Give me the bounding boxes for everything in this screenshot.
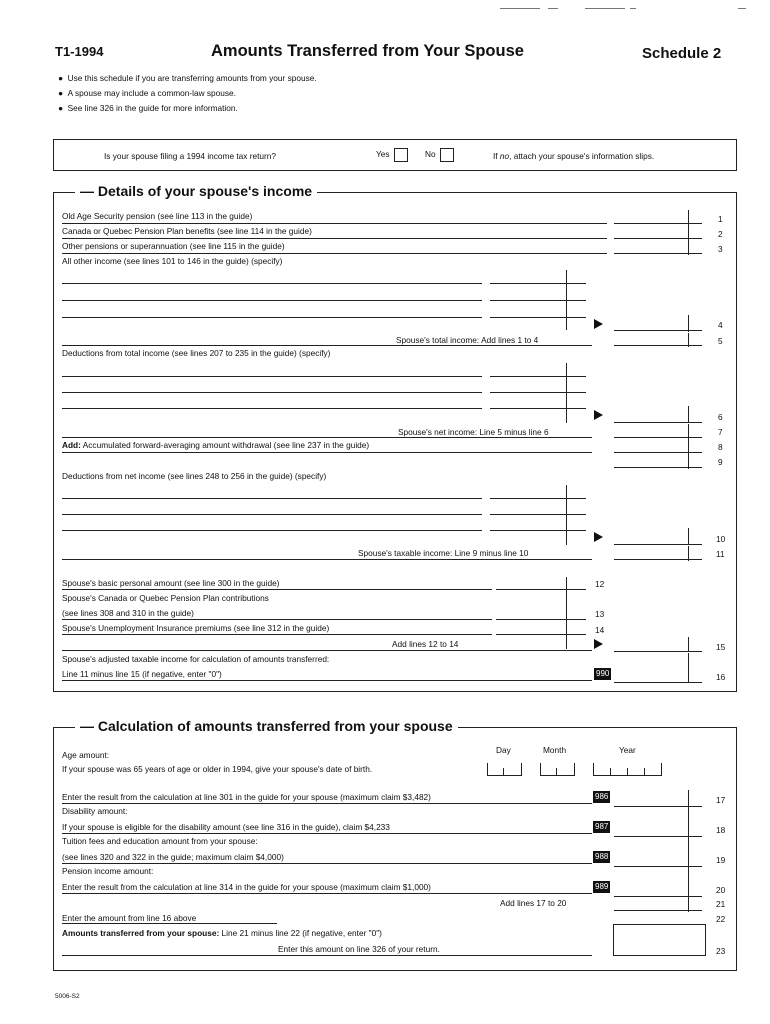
year-label: Year [619, 745, 636, 755]
bullet-2: ● A spouse may include a common-law spouse. [58, 88, 236, 98]
line-no-16: 16 [716, 672, 726, 682]
code-989: 989 [595, 882, 609, 891]
day-label: Day [496, 745, 511, 755]
deductions-total-label: Deductions from total income (see lines 207 to 235 in the guide) (specify) [62, 348, 331, 358]
calculation-section-title: — Calculation of amounts transferred from your spouse [75, 718, 458, 734]
attach-slips-note: If no, attach your spouse's information slips. [493, 151, 655, 161]
line-18-label: If your spouse is eligible for the disability amount (see line 316 in the guide), claim $4,233 [62, 822, 390, 832]
line-2-label: Canada or Quebec Pension Plan benefits (see line 114 in the guide) [62, 226, 312, 236]
adjusted-income-label-1: Spouse's adjusted taxable income for calculation of amounts transferred: [62, 654, 330, 664]
yes-option[interactable]: Yes [376, 148, 408, 162]
line-no-19: 19 [716, 855, 726, 865]
deductions-net-label: Deductions from net income (see lines 248 to 256 in the guide) (specify) [62, 471, 327, 481]
code-990: 990 [596, 669, 610, 678]
line-no-10: 10 [716, 534, 726, 544]
deductions-net-field-2[interactable] [62, 514, 482, 515]
age-text: If your spouse was 65 years of age or older in 1994, give your spouse's date of birth. [62, 764, 373, 774]
deductions-total-field-3[interactable] [62, 408, 482, 409]
line-13-field[interactable] [496, 619, 586, 620]
line-no-11: 11 [716, 549, 725, 559]
taxable-income-label: Spouse's taxable income: Line 9 minus line 10 [358, 548, 529, 558]
line-no-23: 23 [716, 946, 726, 956]
form-code: 5006-S2 [55, 993, 80, 1000]
other-income-field-3[interactable] [62, 317, 482, 318]
birth-day-field[interactable] [487, 763, 522, 776]
bullet-1: ● Use this schedule if you are transferring amounts from your spouse. [58, 73, 317, 83]
line-no-1: 1 [718, 214, 723, 224]
line-23-field[interactable] [613, 924, 706, 956]
forward-averaging-label: Add: Accumulated forward-averaging amount withdrawal (see line 237 in the guide) [62, 440, 370, 450]
line-no-6: 6 [718, 412, 723, 422]
spouse-filing-question: Is your spouse filing a 1994 income tax return? [104, 151, 277, 161]
line-1-label: Old Age Security pension (see line 113 in the guide) [62, 211, 253, 221]
total-income-label: Spouse's total income: Add lines 1 to 4 [396, 335, 539, 345]
other-income-field-2[interactable] [62, 300, 482, 301]
deductions-total-field-1[interactable] [62, 376, 482, 377]
line-no-9: 9 [718, 457, 723, 467]
yes-checkbox[interactable] [394, 148, 408, 162]
code-986: 986 [595, 792, 609, 801]
page-title: Amounts Transferred from Your Spouse [211, 42, 524, 60]
line-20-label: Enter the result from the calculation at line 314 in the guide for your spouse (maximum claim $1,000) [62, 882, 431, 892]
pension-head: Pension income amount: [62, 866, 154, 876]
line-no-17: 17 [716, 795, 726, 805]
deductions-total-field-2[interactable] [62, 392, 482, 393]
line-22-label: Enter the amount from line 16 above [62, 913, 197, 923]
line-no-7: 7 [718, 427, 723, 437]
other-income-field-1[interactable] [62, 283, 482, 284]
line-no-22: 22 [716, 914, 726, 924]
deductions-net-field-3[interactable] [62, 530, 482, 531]
add-lines-17-20-label: Add lines 17 to 20 [500, 898, 567, 908]
line-no-21: 21 [716, 899, 726, 909]
line-no-2: 2 [718, 229, 723, 239]
other-income-label: All other income (see lines 101 to 146 in the guide) (specify) [62, 256, 283, 266]
schedule-label: Schedule 2 [642, 45, 722, 62]
line-3-label: Other pensions or superannuation (see line 115 in the guide) [62, 241, 285, 251]
age-amount-label: Age amount: [62, 750, 110, 760]
basic-personal-label: Spouse's basic personal amount (see line 300 in the guide) [62, 578, 280, 588]
line-no-14: 14 [595, 625, 605, 635]
bullet-3: ● See line 326 in the guide for more information. [58, 103, 238, 113]
line-no-13: 13 [595, 609, 605, 619]
line-no-4: 4 [718, 320, 723, 330]
line-23-label: Amounts transferred from your spouse: Line 21 minus line 22 (if negative, enter "0") [62, 928, 382, 938]
arrow-4 [594, 319, 603, 329]
tuition-head: Tuition fees and education amount from your spouse: [62, 836, 258, 846]
line-17-label: Enter the result from the calculation at line 301 in the guide for your spouse (maximum claim $3,482) [62, 792, 431, 802]
line-no-12: 12 [595, 579, 605, 589]
add-lines-12-14-label: Add lines 12 to 14 [392, 639, 459, 649]
adjusted-income-label-2: Line 11 minus line 15 (if negative, enter "0") [62, 669, 222, 679]
line-no-3: 3 [718, 244, 723, 254]
line-no-15: 15 [716, 642, 726, 652]
line-no-18: 18 [716, 825, 726, 835]
form-id: T1-1994 [55, 44, 104, 59]
birth-month-field[interactable] [540, 763, 575, 776]
arrow-6 [594, 410, 603, 420]
details-section-title: — Details of your spouse's income [75, 183, 317, 199]
no-option[interactable]: No [425, 148, 454, 162]
deductions-net-field-1[interactable] [62, 498, 482, 499]
line-23-enter: Enter this amount on line 326 of your return. [278, 944, 440, 954]
line-12-field[interactable] [496, 589, 586, 590]
line-no-8: 8 [718, 442, 723, 452]
arrow-15 [594, 639, 603, 649]
cpp-contrib-label-2: (see lines 308 and 310 in the guide) [62, 608, 194, 618]
line-19-label: (see lines 320 and 322 in the guide; maximum claim $4,000) [62, 852, 284, 862]
line-no-5: 5 [718, 336, 723, 346]
line-no-20: 20 [716, 885, 726, 895]
month-label: Month [543, 745, 567, 755]
no-checkbox[interactable] [440, 148, 454, 162]
code-988: 988 [595, 852, 609, 861]
net-income-label: Spouse's net income: Line 5 minus line 6 [398, 427, 549, 437]
ui-premiums-label: Spouse's Unemployment Insurance premiums (see line 312 in the guide) [62, 623, 330, 633]
code-987: 987 [595, 822, 609, 831]
line-14-field[interactable] [496, 634, 586, 635]
arrow-10 [594, 532, 603, 542]
cpp-contrib-label-1: Spouse's Canada or Quebec Pension Plan contributions [62, 593, 269, 603]
disability-head: Disability amount: [62, 806, 128, 816]
